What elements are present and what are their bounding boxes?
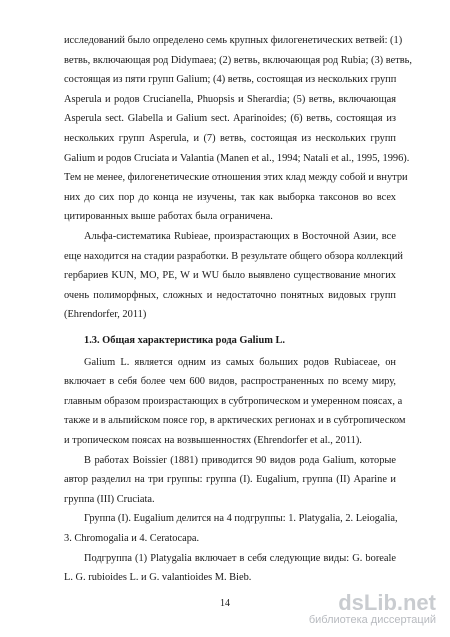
text-line: и тропическом поясах на возвышенностях (Ehrendorfer et al., 2011). [64,435,362,446]
text-line: автор разделил на три группы: группа (I). Eugalium, группа (II) Aparine и [64,474,396,486]
text-line: L. G. rubioides L. и G. valantioides M. Bieb. [64,572,252,584]
text-line: (Ehrendorfer, 2011) [64,309,147,321]
text-line: еще находится на стадии разработки. В результате общего обзора коллекций [64,250,403,262]
text-line: также и в альпийском поясе гор, в арктических регионах и в субтропическом [64,415,406,427]
section-heading: 1.3. Общая характеристика рода Galium L. [84,335,286,346]
text-line: очень полиморфных, сложных и недостаточно понятных видовых групп [64,289,396,301]
text-line: 3. Chromogalia и 4. Ceratocapa. [64,533,200,544]
text-line: главным образом произрастающих в субтропическом и умеренном поясах, а [64,395,403,407]
watermark-logo: dsLib.net [338,590,436,615]
text-line: Альфа-систематика Rubieae, произрастающих в Восточной Азии, все [84,231,396,242]
text-line: нескольких групп Asperula, и (7) ветвь, состоящая из нескольких групп [64,133,396,144]
text-line: цитированных выше работах была ограничена. [64,211,273,223]
text-line: В работах Boissier (1881) приводится 90 видов рода Galium, которые [84,454,396,466]
text-line: них до сих пор до конца не изучены, так как выборка таксонов во всех [64,191,396,203]
text-line: исследований было определено семь крупных филогенетических ветвей: (1) [64,35,403,46]
text-line: группа (III) Cruciata. [64,493,155,505]
watermark [309,592,436,626]
page-number: 14 [220,598,230,609]
text-line: Galium и родов Cruciata и Valantia (Manen et al., 1994; Natali et al., 1995, 1996). [64,152,410,164]
text-line: Asperula и родов Crucianella, Phuopsis и Sherardia; (5) ветвь, включающая [64,93,396,105]
text-line: гербариев KUN, MO, PE, W и WU было выявлено существование многих [64,270,396,282]
text-line: включает в себя более чем 600 видов, распространенных по всему миру, [64,376,396,388]
text-line: Galium L. является одним из самых больших родов Rubiaceae, он [84,356,396,368]
watermark-subtitle: библиотека диссертаций [308,614,436,626]
text-line: Asperula sect. Glabella и Galium sect. Aparinoides; (6) ветвь, состоящая из [64,113,396,125]
text-line: Тем не менее, филогенетические отношения этих клад между собой и внутри [64,172,408,184]
text-line: состоящая из пяти групп Galium; (4) ветвь, состоящая из нескольких групп [64,74,397,86]
text-line: ветвь, включающая род Didymaea; (2) ветвь, включающая род Rubia; (3) ветвь, [64,54,412,66]
text-line: Подгруппа (1) Platygalia включает в себя следующие виды: G. boreale [84,552,396,564]
text-line: Группа (I). Eugalium делится на 4 подгруппы: 1. Platygalia, 2. Leiogalia, [84,513,398,525]
